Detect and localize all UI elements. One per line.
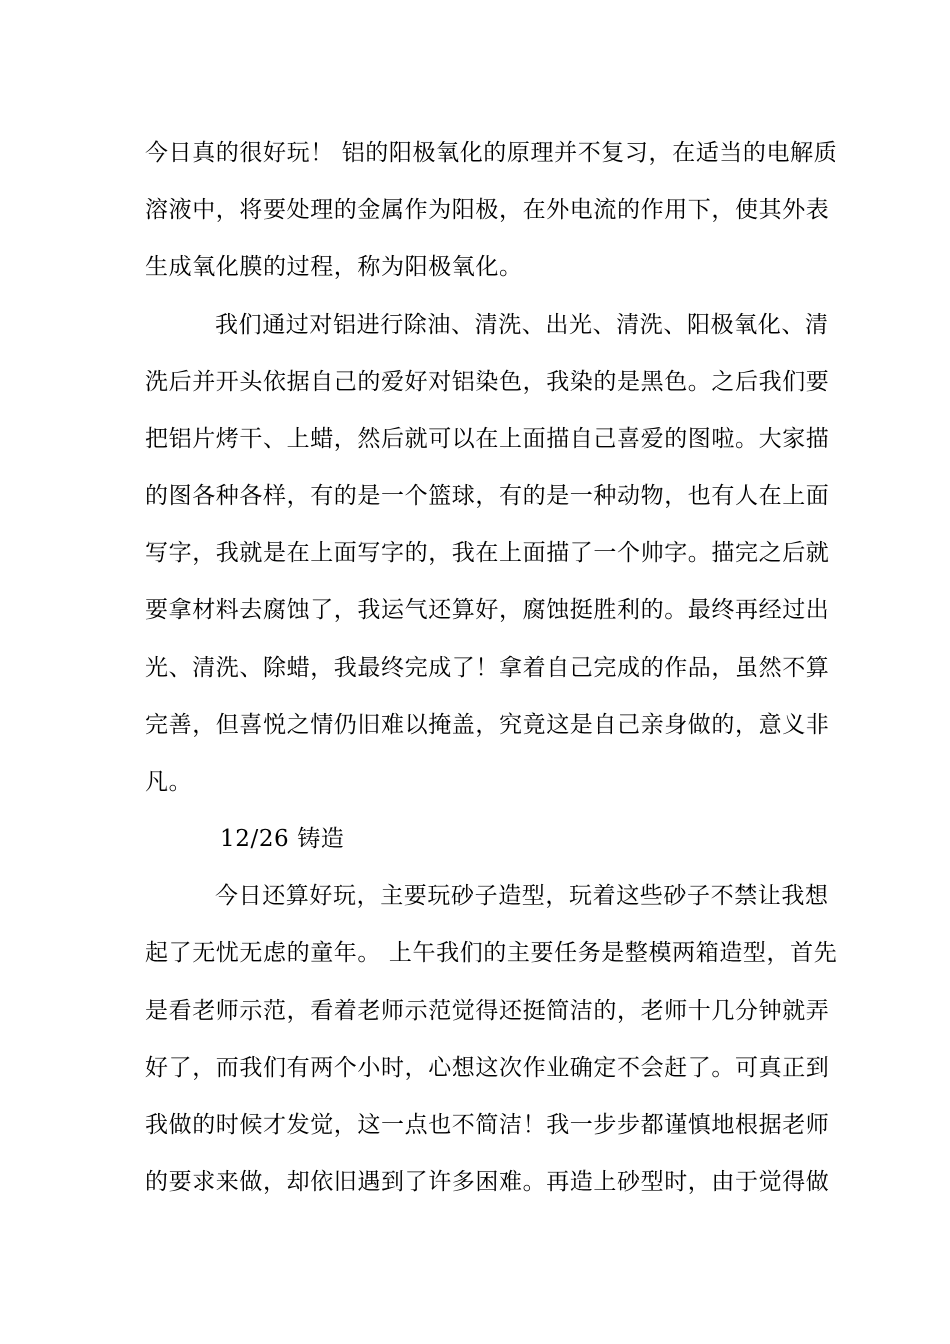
- text-line: 好了，而我们有两个小时，心想这次作业确定不会赶了。可真正到: [145, 1055, 830, 1081]
- text-line: 生成氧化膜的过程，称为阳极氧化。: [145, 254, 523, 280]
- text-line: 光、清洗、除蜡，我最终完成了！拿着自己完成的作品，虽然不算: [145, 655, 830, 681]
- text-line: 今日真的很好玩！ 铝的阳极氧化的原理并不复习，在适当的电解质: [145, 140, 838, 166]
- text-line: 洗后并开头依据自己的爱好对铝染色，我染的是黑色。之后我们要: [145, 369, 830, 395]
- text-line: 的要求来做，却依旧遇到了许多困难。再造上砂型时，由于觉得做: [145, 1169, 830, 1195]
- text-line: 今日还算好玩，主要玩砂子造型，玩着这些砂子不禁让我想: [215, 883, 829, 909]
- text-line: 起了无忧无虑的童年。 上午我们的主要任务是整模两箱造型，首先: [145, 940, 838, 966]
- text-line: 的图各种各样，有的是一个篮球，有的是一种动物，也有人在上面: [145, 483, 830, 509]
- text-line: 是看老师示范，看着老师示范觉得还挺简洁的，老师十几分钟就弄: [145, 998, 830, 1024]
- text-line: 凡。: [145, 769, 193, 795]
- text-line: 完善，但喜悦之情仍旧难以掩盖，究竟这是自己亲身做的，意义非: [145, 712, 830, 738]
- text-line: 我做的时候才发觉，这一点也不简洁！我一步步都谨慎地根据老师: [145, 1112, 830, 1138]
- text-line: 写字，我就是在上面写字的，我在上面描了一个帅字。描完之后就: [145, 540, 830, 566]
- text-line: 要拿材料去腐蚀了，我运气还算好，腐蚀挺胜利的。最终再经过出: [145, 597, 830, 623]
- text-line: 溶液中，将要处理的金属作为阳极，在外电流的作用下，使其外表: [145, 197, 830, 223]
- text-line: 把铝片烤干、上蜡，然后就可以在上面描自己喜爱的图啦。大家描: [145, 426, 830, 452]
- section-heading: 12/26 铸造: [220, 826, 345, 852]
- text-line: 我们通过对铝进行除油、清洗、出光、清洗、阳极氧化、清: [215, 312, 829, 338]
